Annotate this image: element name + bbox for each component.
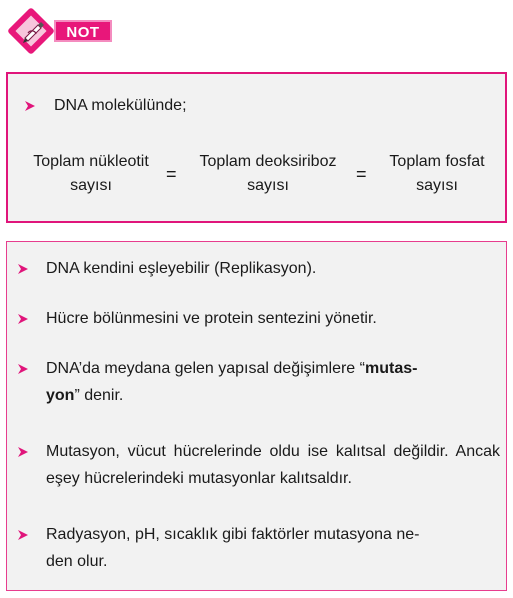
formula-term-deoxyribose: Toplam deoksiriboz sayısı [199,153,337,194]
bullet-arrow-icon [17,363,29,375]
bullet-arrow-icon [24,100,36,112]
note-header [6,6,116,62]
note-label: NOT [54,20,112,42]
list-item: Mutasyon, vücut hücrelerinde oldu ise kalıtsal değildir. Ancak eşey hücrelerindeki mutasyonlar kalıtsaldır. [46,443,500,487]
list-item: DNA’da meydana gelen yapısal değişimlere “mutas- yon” denir. [46,360,418,404]
list-item: DNA kendini eşleyebilir (Replikasyon). [46,260,317,277]
formula-equals: = [166,164,177,184]
pen-hand-icon [18,16,48,46]
bullet-arrow-icon [17,313,29,325]
bullet-arrow-icon [17,446,29,458]
list-item: Hücre bölünmesini ve protein sentezini yönetir. [46,310,377,327]
bullet-arrow-icon [17,529,29,541]
formula-term-phosphate: Toplam fosfat sayısı [389,153,485,194]
formula-term-nucleotide: Toplam nükleotit sayısı [33,153,149,194]
bullet-arrow-icon [17,263,29,275]
list-item: Radyasyon, pH, sıcaklık gibi faktörler mutasyona ne- den olur. [46,526,420,570]
formula-equals: = [356,164,367,184]
dna-facts-box [6,241,507,591]
dna-formula-box [6,72,507,223]
bullet-text: DNA molekülünde; [54,97,187,114]
